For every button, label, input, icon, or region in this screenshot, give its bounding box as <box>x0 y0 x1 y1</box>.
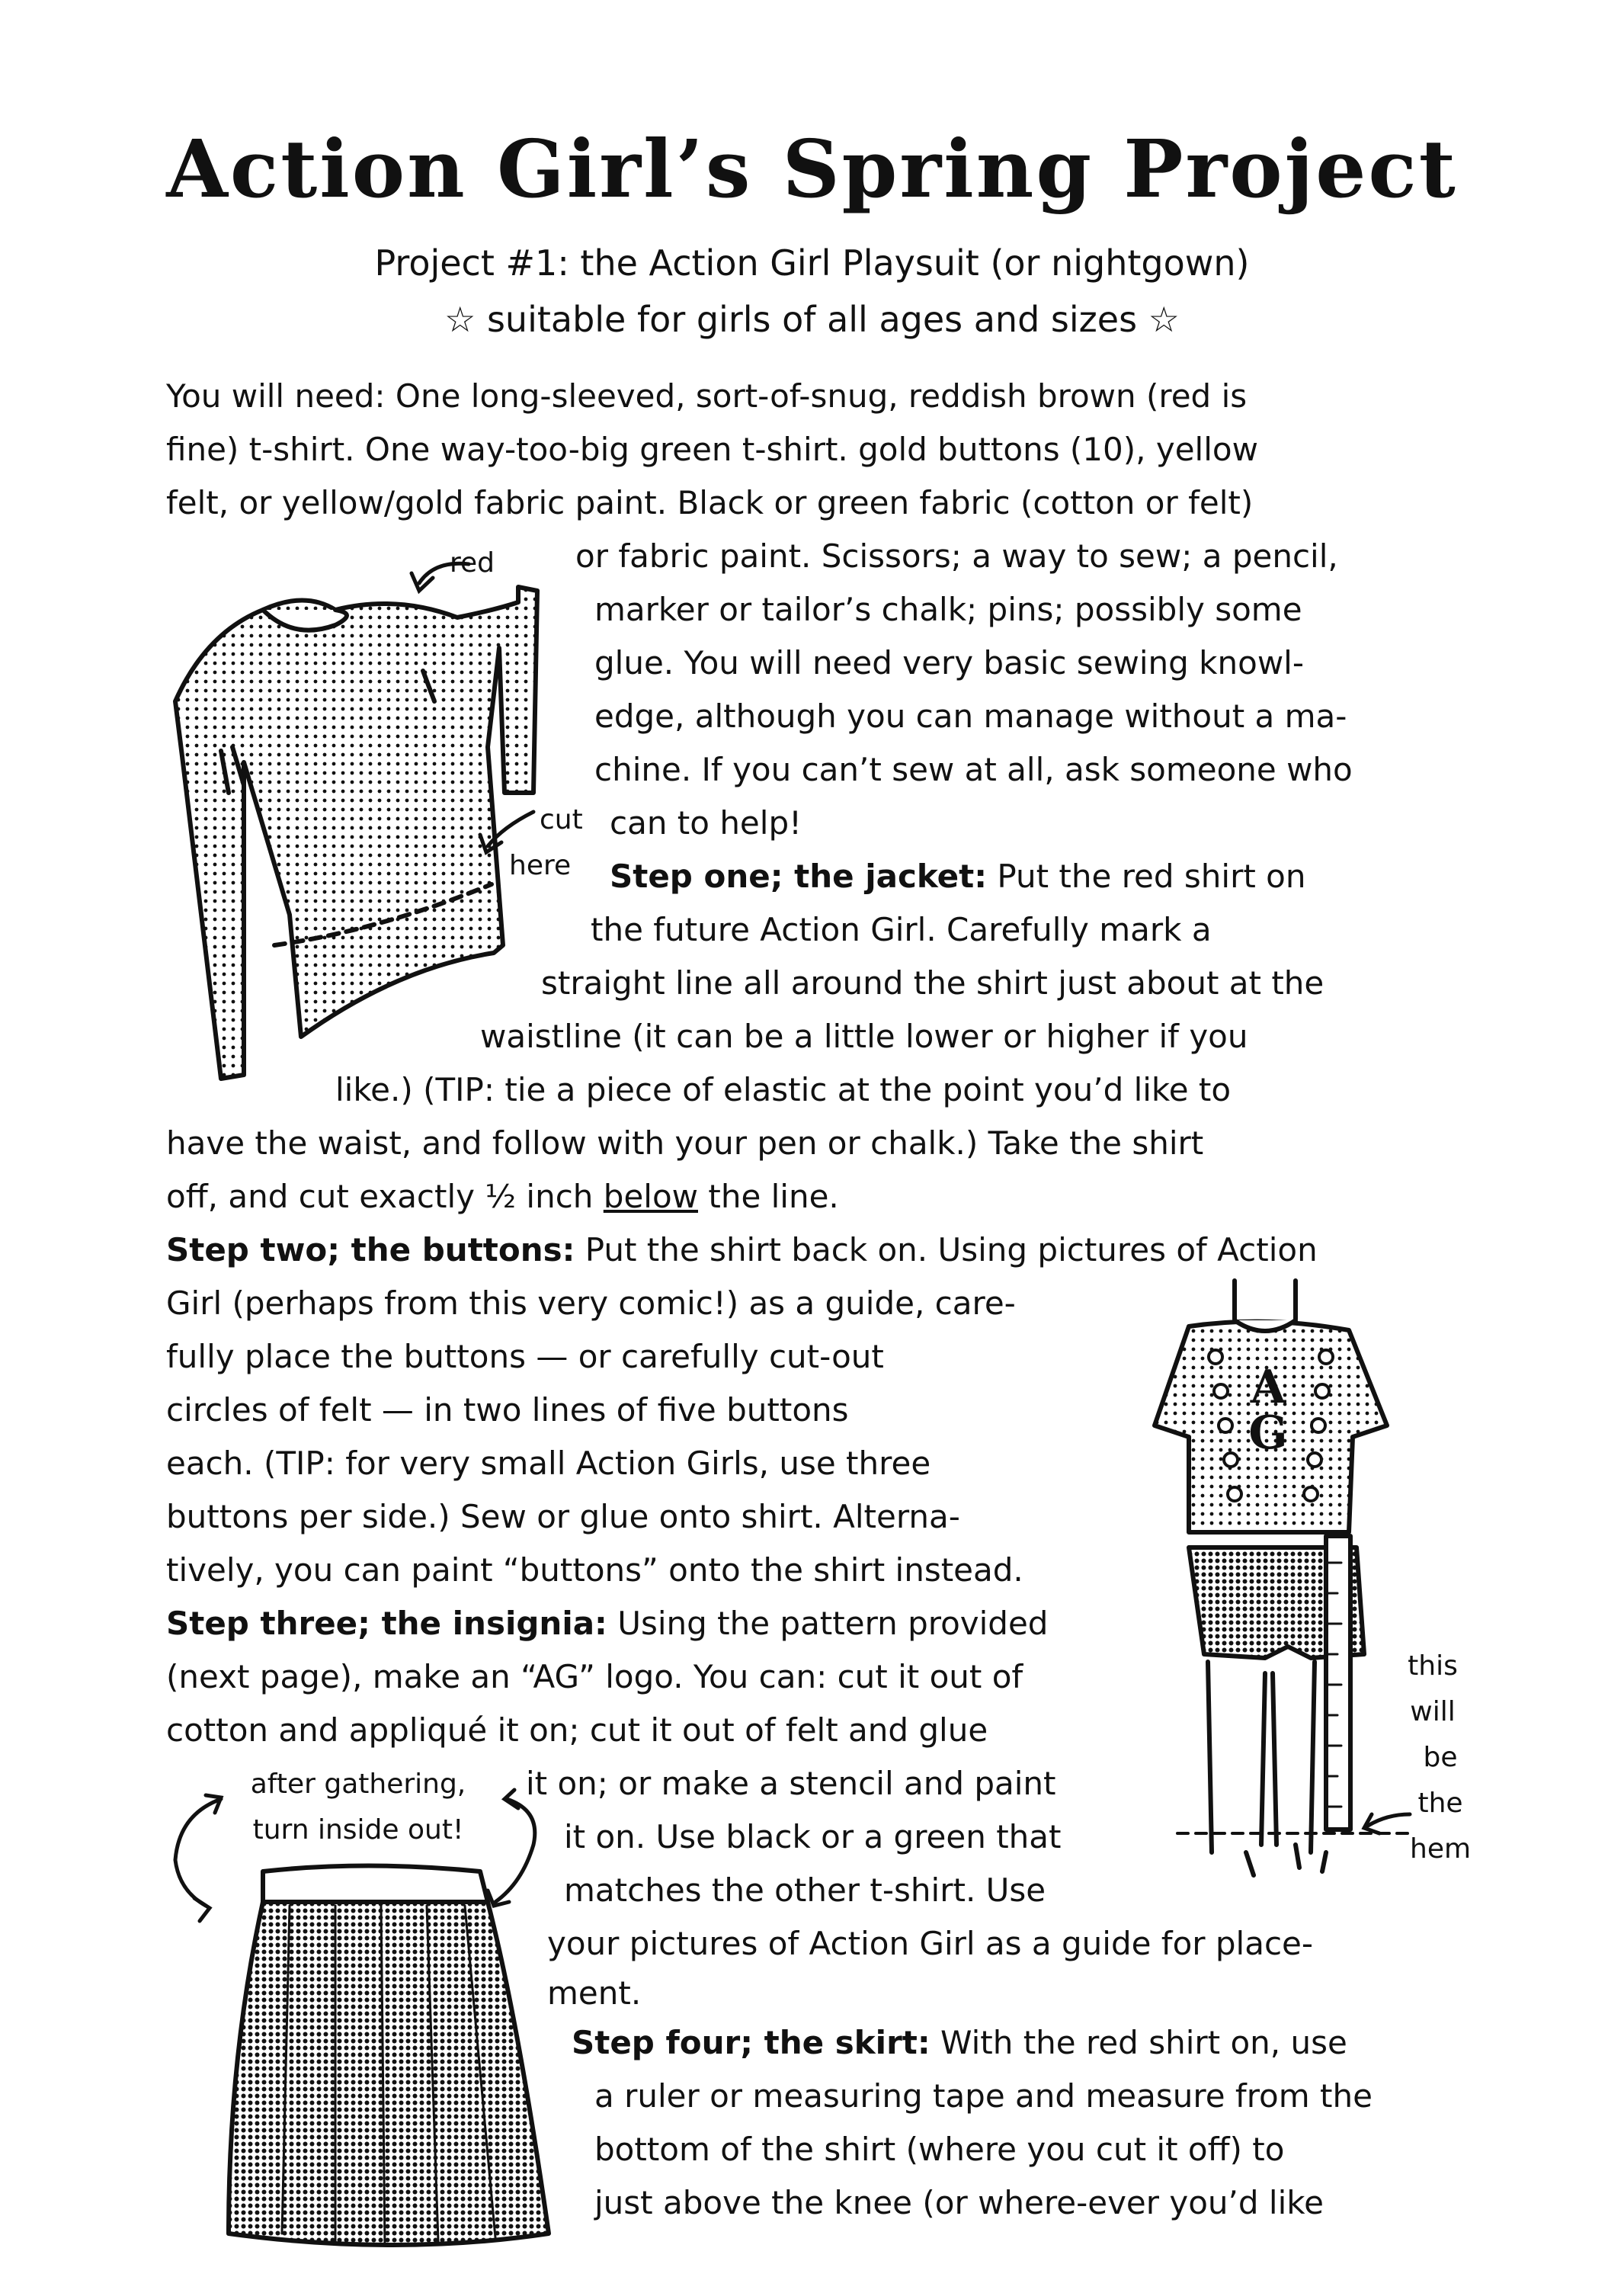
label-red: red <box>450 547 495 579</box>
suitability-subtitle: ☆ suitable for girls of all ages and sizes ☆ <box>444 299 1180 340</box>
page-title: Action Girl’s Spring Project <box>166 122 1458 216</box>
step-one-text: Put the red shirt on <box>987 858 1306 895</box>
text-line: waistline (it can be a little lower or higher if you <box>480 1018 1248 1055</box>
text-line: a ruler or measuring tape and measure from the <box>594 2077 1373 2115</box>
text-line: can to help! <box>610 804 802 842</box>
text-line: your pictures of Action Girl as a guide for place- <box>547 1925 1314 1962</box>
label-here: here <box>509 850 572 881</box>
text-line: matches the other t-shirt. Use <box>564 1871 1046 1909</box>
text-line: each. (TIP: for very small Action Girls, use three <box>166 1445 931 1482</box>
hem-label-line: hem <box>1410 1833 1472 1865</box>
text-line: glue. You will need very basic sewing knowl- <box>594 644 1304 681</box>
step-four-heading-line <box>572 2020 1347 2066</box>
step-three-heading-line <box>166 1601 1048 1647</box>
step-one-heading: Step one; the jacket: <box>610 858 988 895</box>
step-one-last-pre: off, and cut exactly ½ inch <box>166 1178 604 1215</box>
text-line: bottom of the shirt (where you cut it off) to <box>594 2131 1285 2168</box>
step-one-last-post: the line. <box>698 1178 839 1215</box>
step-two-heading: Step two; the buttons: <box>166 1231 575 1268</box>
text-line: Girl (perhaps from this very comic!) as a guide, care- <box>166 1284 1016 1322</box>
text-line: edge, although you can manage without a ma- <box>594 698 1347 735</box>
step-four-text: With the red shirt on, use <box>930 2024 1347 2061</box>
arrow-icon <box>1364 1814 1410 1833</box>
hem-label-line: this <box>1408 1650 1458 1682</box>
text-line: the future Action Girl. Carefully mark a <box>591 911 1212 948</box>
text-line: chine. If you can’t sew at all, ask someone who <box>594 751 1353 788</box>
text-line: like.) (TIP: tie a piece of elastic at the point you’d like to <box>335 1071 1232 1108</box>
project-subtitle: Project #1: the Action Girl Playsuit (or nightgown) <box>374 242 1250 284</box>
text-line: You will need: One long-sleeved, sort-of-snug, reddish brown (red is <box>166 377 1248 415</box>
text-line: buttons per side.) Sew or glue onto shirt. Alterna- <box>166 1498 960 1535</box>
text-line: cotton and appliqué it on; cut it out of felt and glue <box>166 1711 988 1749</box>
text-line: ment. <box>547 1974 642 2012</box>
text-line: tively, you can paint “buttons” onto the shirt instead. <box>166 1551 1023 1589</box>
skirt-illustration <box>229 1866 549 2246</box>
step-two-text: Put the shirt back on. Using pictures of Action <box>575 1231 1318 1268</box>
step-two-heading-line <box>166 1227 1318 1273</box>
text-line: or fabric paint. Scissors; a way to sew; a pencil, <box>575 537 1338 575</box>
hem-label-line: be <box>1423 1742 1458 1773</box>
step-three-text: Using the pattern provided <box>607 1605 1049 1642</box>
shirt-illustration <box>175 587 537 1079</box>
step-one-heading-line <box>610 854 1305 900</box>
skirt-note-line: turn inside out! <box>252 1814 464 1846</box>
text-line <box>166 1174 839 1220</box>
text-line: have the waist, and follow with your pen or chalk.) Take the shirt <box>166 1124 1204 1162</box>
step-three-heading: Step three; the insignia: <box>166 1605 607 1642</box>
text-line: fully place the buttons — or carefully cut-out <box>166 1338 884 1375</box>
text-line: circles of felt — in two lines of five buttons <box>166 1391 849 1429</box>
label-cut: cut <box>540 804 583 835</box>
text-line: fine) t-shirt. One way-too-big green t-shirt. gold buttons (10), yellow <box>166 431 1258 468</box>
text-line: (next page), make an “AG” logo. You can: cut it out of <box>166 1658 1023 1695</box>
hem-label-line: will <box>1410 1696 1456 1727</box>
text-line: straight line all around the shirt just about at the <box>541 964 1325 1002</box>
step-one-last-underlined: below <box>603 1178 698 1215</box>
ag-logo: AG <box>1248 1361 1288 1460</box>
text-line: it on; or make a stencil and paint <box>526 1765 1056 1802</box>
skirt-note-line: after gathering, <box>250 1769 466 1800</box>
text-line: it on. Use black or a green that <box>564 1818 1062 1855</box>
text-line: felt, or yellow/gold fabric paint. Black or green fabric (cotton or felt) <box>166 484 1254 521</box>
text-line: just above the knee (or where-ever you’d like <box>594 2184 1324 2221</box>
step-four-heading: Step four; the skirt: <box>572 2024 931 2061</box>
text-line: marker or tailor’s chalk; pins; possibly some <box>594 591 1302 628</box>
hem-label-line: the <box>1417 1788 1463 1819</box>
